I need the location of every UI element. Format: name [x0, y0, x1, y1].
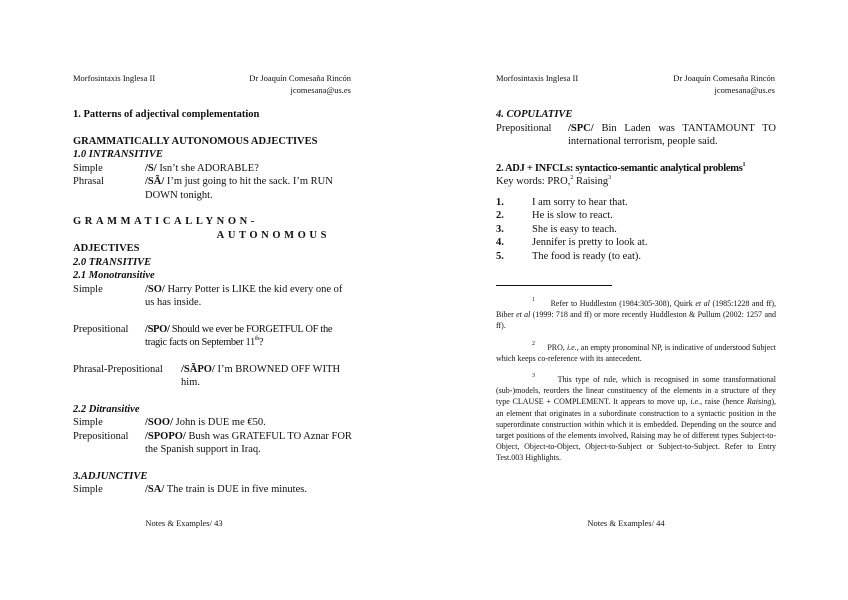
footnote-text: This type of rule, which is recognised in some transformational (sub-)models, reorders the linear constituency of the elements in a structure of they type CLAUSE + COMPLEMENT. It appears to move up, [496, 375, 777, 407]
ditransitive-heading: 2.2 Ditransitive [73, 403, 140, 415]
pattern-example [145, 430, 352, 457]
pattern-label: Phrasal [73, 176, 104, 187]
pattern-row [73, 323, 352, 350]
pattern-example [145, 283, 352, 310]
example-number: 5. [496, 250, 504, 262]
ordinal-superscript: th [254, 336, 259, 342]
pattern-sentence: Isn’t she ADORABLE? [156, 162, 259, 174]
pattern-label: Simple [73, 417, 103, 428]
left-page-body [73, 108, 352, 497]
footnote [496, 374, 776, 464]
footnote-ref: 1 [742, 161, 746, 168]
pattern-label: Prepositional [73, 430, 129, 442]
footnote-number: 2 [532, 340, 535, 347]
pattern-code: /SO/ [145, 283, 165, 295]
footnote-text: Refer to Huddleston (1984:305-308), Quirk [550, 299, 696, 308]
footnote-number: 1 [532, 297, 535, 303]
header-course: Morfosintaxis Inglesa II [73, 73, 156, 83]
pattern-example [145, 162, 352, 176]
footnote-text: ), an element that originates in a subordinate construction to a syntactic position in the superordinate construction within which it is embedded. Depending on the source and target positions of the elements involved, Raising may be of different types Subject-to-Object, Object-to-Object, Object-to-Subject or Subject-to-Subject. Refer to Entry Test.003 Highlights. [496, 397, 776, 463]
footnote-text: et al [695, 299, 710, 308]
keywords-raising: Raising [573, 176, 609, 187]
footnote-text: (1985:1228 and ff), Biber [496, 299, 776, 320]
pattern-row [73, 363, 352, 390]
pattern-code: /SPOPO/ [145, 430, 186, 442]
footnote-ref: 2 [570, 175, 574, 181]
header-author [249, 72, 351, 96]
header-course: Morfosintaxis Inglesa II [496, 73, 579, 83]
keywords-prefix: Key words: PRO, [496, 176, 571, 187]
pattern-row [73, 175, 352, 202]
footnote-text: Raising [746, 397, 772, 407]
footnote-text: , raise (hence [700, 397, 747, 407]
non-autonomous-heading-word: GRAMMATICALLY [73, 216, 217, 227]
pattern-code: /SPC/ [568, 122, 594, 134]
example-number: 2. [496, 210, 504, 221]
pattern-row [73, 162, 352, 176]
pattern-label: Prepositional [73, 323, 129, 335]
pattern-sentence: Bush was GRATEFUL TO Aznar FOR the Spanish support in Iraq. [145, 430, 352, 455]
pattern-sentence: John is DUE me €50. [173, 417, 266, 428]
pattern-sentence: Should we ever be FORGETFUL OF the tragic facts on September 11 [145, 323, 333, 348]
copulative-heading: 4. COPULATIVE [496, 109, 573, 120]
pattern-sentence: I’m BROWNED OFF WITH him. [181, 363, 341, 388]
pattern-code: /S/ [145, 162, 157, 174]
example-text: She is easy to teach. [532, 223, 617, 235]
footnote-text: (1999: 718 and ff) or more recently Huddleston & Pullum (2002: 1257 and ff). [496, 310, 777, 331]
autonomous-heading: GRAMMATICALLY AUTONOMOUS ADJECTIVES [73, 135, 318, 147]
pattern-example [568, 122, 776, 149]
example-text: The food is ready (to eat). [532, 250, 642, 262]
footnote-text: PRO, [547, 342, 567, 352]
pattern-label: Simple [73, 283, 103, 295]
example-item [496, 223, 776, 237]
footnote-text: i.e. [566, 342, 577, 352]
example-item [496, 209, 776, 223]
example-item [496, 250, 776, 264]
pattern-label: Simple [73, 484, 103, 495]
section2-title-text: 2. ADJ + INFCLs: syntactico-semantic analytical problems [496, 162, 743, 174]
example-item [496, 236, 776, 250]
pattern-code: /SPO/ [145, 323, 170, 335]
page-footer: Notes & Examples/ 43 [145, 518, 223, 528]
pattern-sentence: Bin Laden was TANTAMOUNT TO international terrorism, people said. [568, 122, 776, 147]
intransitive-heading: 1.0 INTRANSITIVE [73, 149, 163, 160]
non-autonomous-heading [73, 215, 352, 242]
example-number: 3. [496, 223, 504, 235]
pattern-code: /SÃ/ [145, 176, 165, 187]
example-item [496, 196, 776, 210]
pattern-sentence: The train is DUE in five minutes. [164, 484, 307, 495]
footnote-ref: 3 [608, 175, 612, 181]
footnote-text: , an empty pronominal NP, is indicative of understood Subject which keeps co-reference with its antecedent. [496, 342, 777, 363]
example-text: Jennifer is pretty to look at. [532, 237, 648, 248]
adjunctive-heading: 3.ADJUNCTIVE [73, 470, 148, 482]
keywords [496, 175, 776, 189]
pattern-label: Prepositional [496, 122, 552, 134]
pattern-example [145, 483, 352, 497]
header-author-name: Dr Joaquín Comesaña Rincón [249, 73, 351, 83]
pattern-label: Phrasal-Prepositional [73, 363, 163, 375]
pattern-sentence-end: ? [258, 337, 264, 348]
pattern-code: /SOO/ [145, 417, 174, 428]
header-author-name: Dr Joaquín Comesaña Rincón [673, 73, 775, 83]
pattern-row [73, 283, 352, 310]
pattern-sentence: Harry Potter is LIKE the kid every one of us has inside. [145, 283, 343, 308]
header-author-email: jcomesana@us.es [714, 85, 775, 95]
pattern-example [145, 416, 352, 430]
right-page-body [496, 108, 776, 474]
footnote [496, 298, 776, 332]
footnote-number: 3 [532, 373, 535, 380]
pattern-row [73, 483, 352, 497]
example-number: 1. [496, 196, 504, 208]
footnote-text: i.e. [690, 397, 701, 407]
pattern-sentence: I’m just going to hit the sack. I’m RUN DOWN tonight. [145, 176, 333, 201]
pattern-label: Simple [73, 162, 103, 174]
example-text: He is slow to react. [532, 210, 613, 221]
pattern-code: /SA/ [145, 484, 165, 495]
section-title: 1. Patterns of adjectival complementation [73, 109, 260, 120]
pattern-example [145, 323, 352, 350]
monotransitive-heading: 2.1 Monotransitive [73, 270, 155, 281]
example-text: I am sorry to hear that. [532, 196, 628, 208]
pattern-row [73, 430, 352, 457]
non-autonomous-heading-tail: ADJECTIVES [73, 243, 140, 254]
header-author-email: jcomesana@us.es [290, 85, 351, 95]
pattern-row [496, 122, 776, 149]
non-autonomous-heading-word: NON-AUTONOMOUS [216, 216, 331, 241]
pattern-example [181, 363, 352, 390]
section2-title [496, 162, 776, 176]
right-page [424, 0, 848, 600]
example-number: 4. [496, 237, 504, 248]
transitive-heading: 2.0 TRANSITIVE [73, 256, 152, 268]
footnote [496, 342, 776, 364]
page-footer: Notes & Examples/ 44 [587, 518, 665, 528]
pattern-row [73, 416, 352, 430]
pattern-code: /SÃPO/ [181, 363, 215, 375]
footnote-text: et al [516, 310, 531, 320]
pattern-example [145, 175, 352, 202]
header-author [673, 72, 775, 96]
footnote-divider [496, 285, 612, 286]
